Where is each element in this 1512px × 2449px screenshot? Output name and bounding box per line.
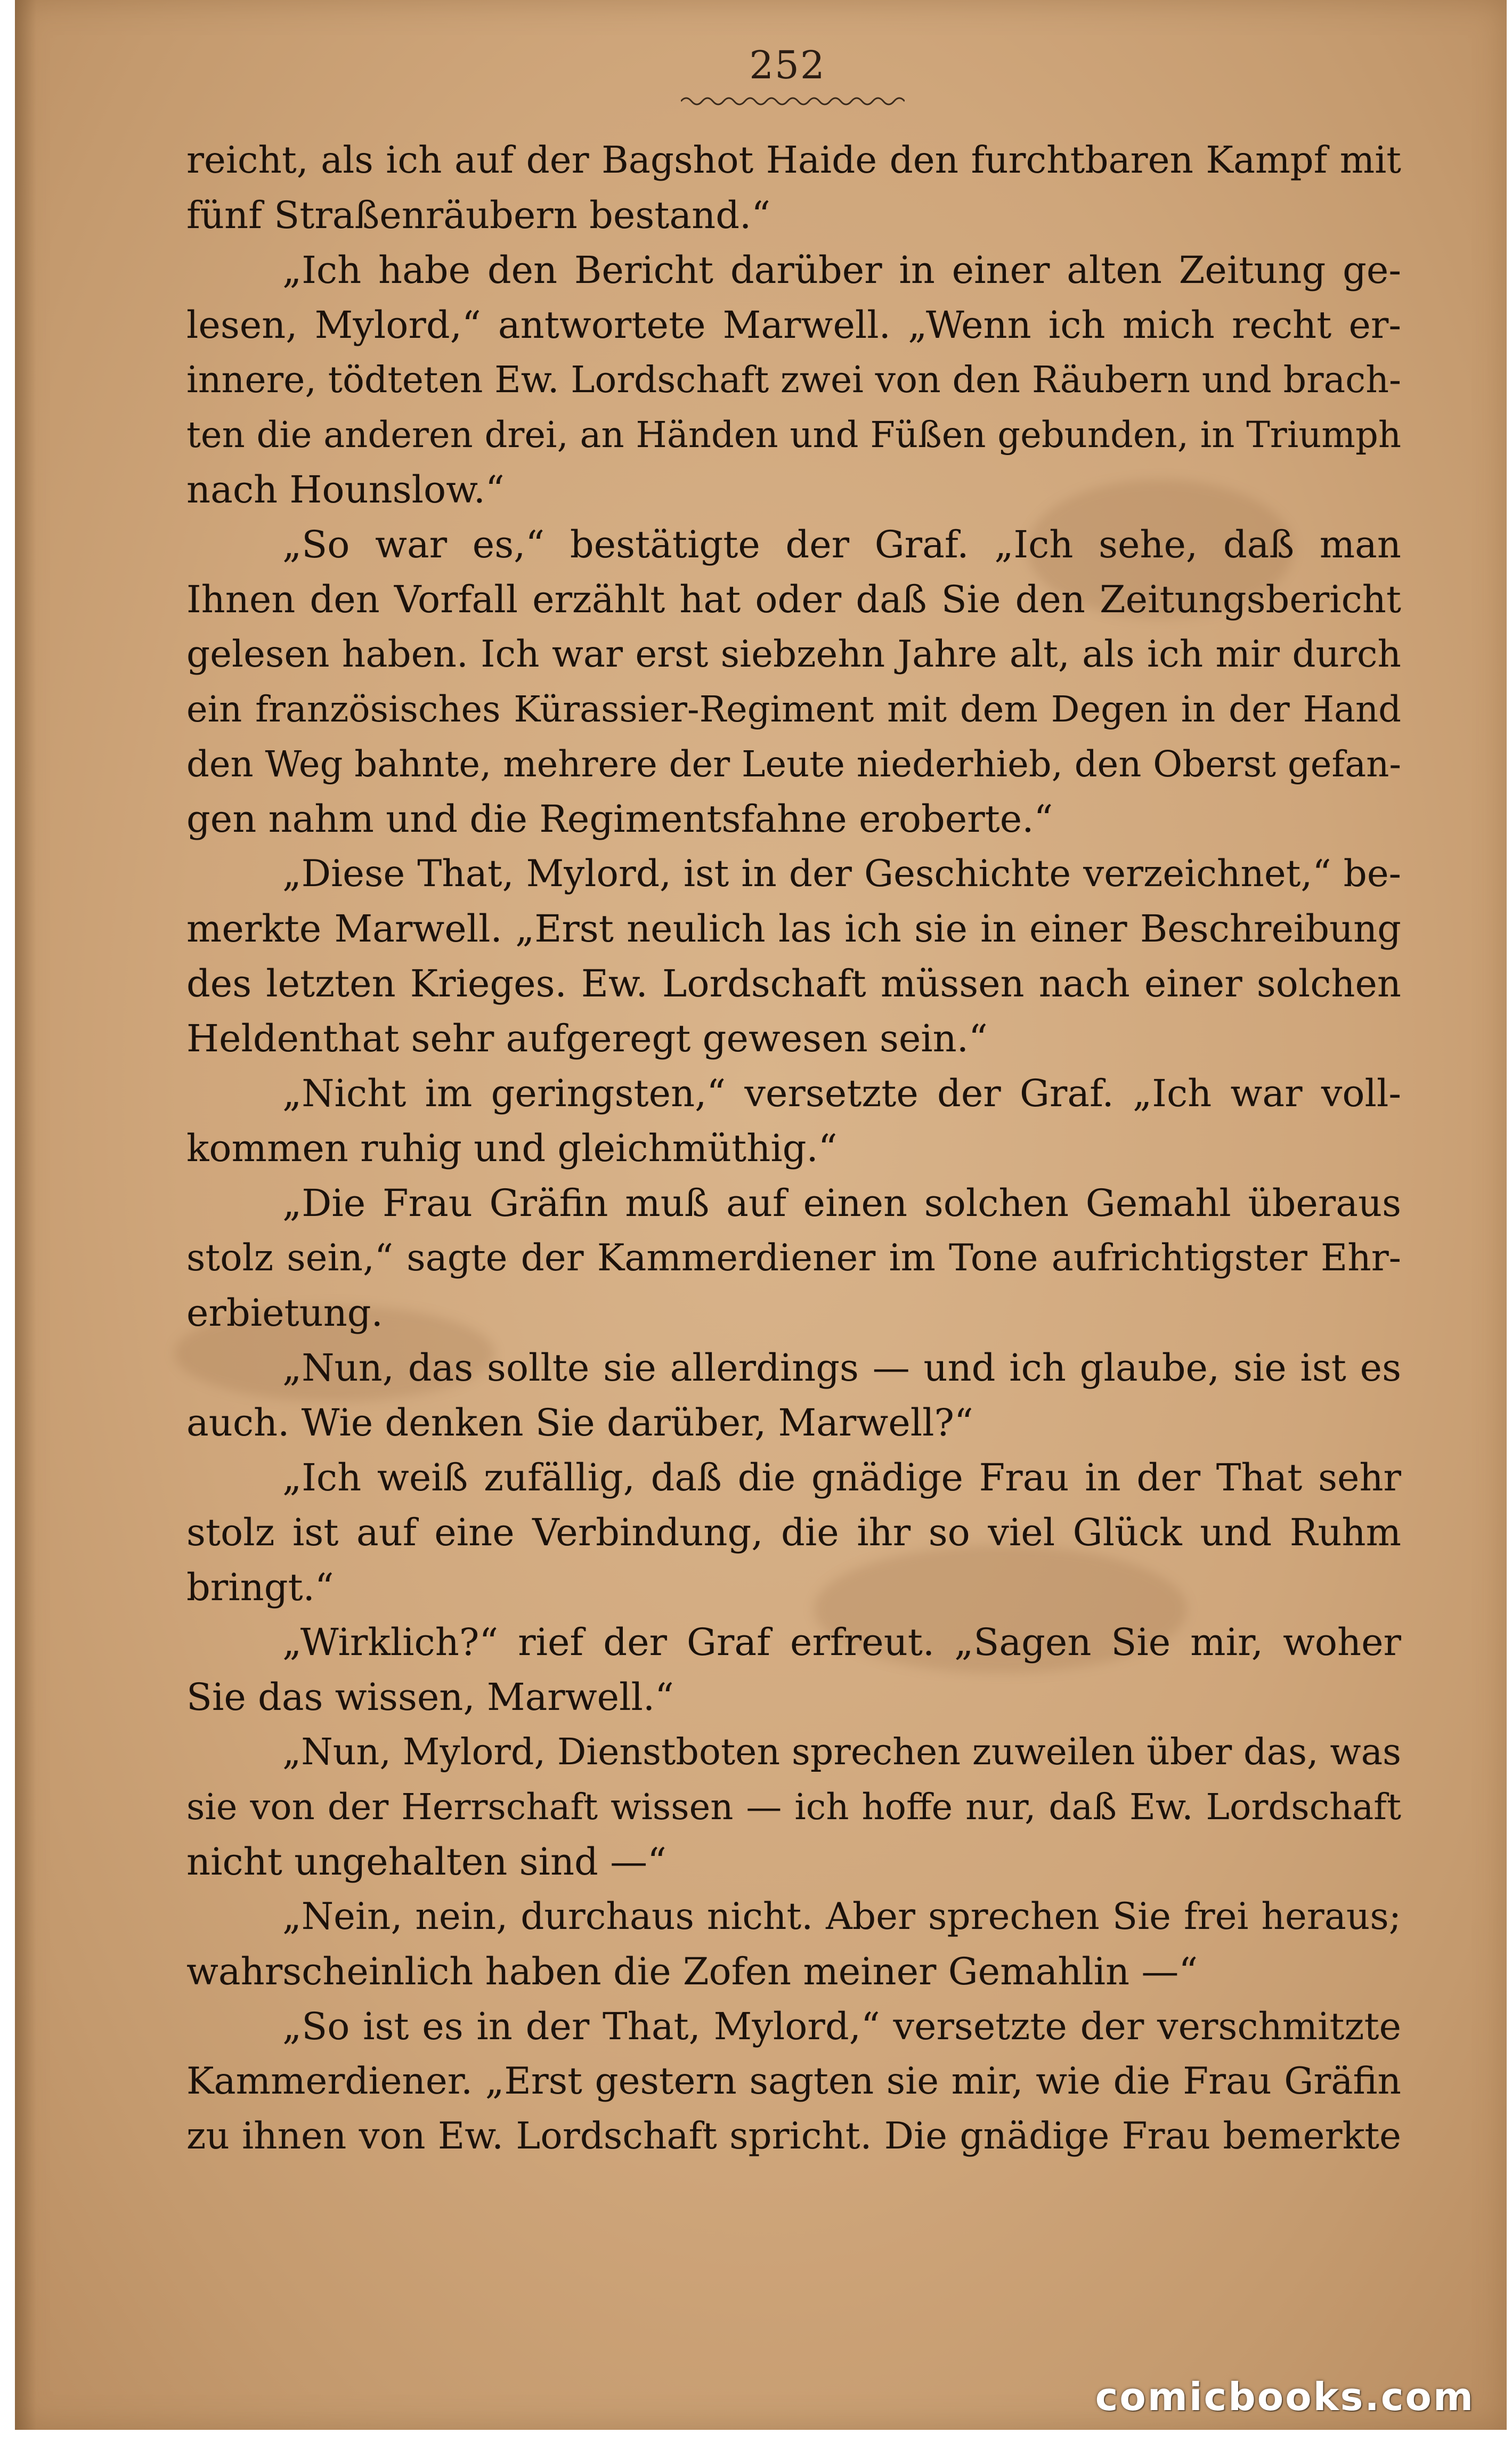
text-line: „So ist es in der That, Mylord,“ versetzte der verschmitzte bbox=[282, 2005, 1401, 2048]
text-line: des letzten Krieges. Ew. Lordschaft müssen nach einer solchen bbox=[186, 962, 1401, 1005]
text-line: innere, tödteten Ew. Lordschaft zwei von den Räubern und brach- bbox=[186, 359, 1401, 401]
text-line: gelesen haben. Ich war erst siebzehn Jahre alt, als ich mir durch bbox=[186, 633, 1401, 676]
watermark: comicbooks.com bbox=[1095, 2374, 1475, 2419]
text-line: fünf Straßenräubern bestand.“ bbox=[186, 193, 771, 237]
text-line: „Nun, das sollte sie allerdings — und ich glaube, sie ist es bbox=[282, 1346, 1401, 1390]
text-line: lesen, Mylord,“ antwortete Marwell. „Wenn ich mich recht er- bbox=[186, 303, 1401, 347]
text-line: „Nun, Mylord, Dienstboten sprechen zuweilen über das, was bbox=[282, 1731, 1401, 1773]
book-page bbox=[15, 0, 1507, 2430]
text-line: „Wirklich?“ rief der Graf erfreut. „Sagen Sie mir, woher bbox=[282, 1620, 1401, 1664]
text-line: ein französisches Kürassier-Regiment mit dem Degen in der Hand bbox=[186, 688, 1401, 730]
text-line: Heldenthat sehr aufgeregt gewesen sein.“ bbox=[186, 1017, 988, 1060]
text-line: ten die anderen drei, an Händen und Füßen gebunden, in Triumph bbox=[186, 414, 1401, 456]
text-line: „Nein, nein, durchaus nicht. Aber sprechen Sie frei heraus; bbox=[282, 1895, 1401, 1938]
text-line: „Die Frau Gräfin muß auf einen solchen Gemahl überaus bbox=[282, 1181, 1401, 1225]
text-line: bringt.“ bbox=[186, 1566, 334, 1609]
text-line: „Diese That, Mylord, ist in der Geschichte verzeichnet,“ be- bbox=[282, 853, 1401, 895]
text-line: wahrscheinlich haben die Zofen meiner Gemahlin —“ bbox=[186, 1950, 1198, 1993]
text-line: merkte Marwell. „Erst neulich las ich sie in einer Beschreibung bbox=[186, 907, 1401, 951]
text-line: auch. Wie denken Sie darüber, Marwell?“ bbox=[186, 1401, 973, 1445]
text-line: reicht, als ich auf der Bagshot Haide den furchtbaren Kampf mit bbox=[186, 139, 1401, 182]
text-line: Sie das wissen, Marwell.“ bbox=[186, 1675, 674, 1719]
text-line: kommen ruhig und gleichmüthig.“ bbox=[186, 1126, 838, 1170]
text-line: stolz sein,“ sagte der Kammerdiener im Tone aufrichtigster Ehr- bbox=[186, 1237, 1401, 1279]
text-line: erbietung. bbox=[186, 1291, 383, 1335]
text-line: „Nicht im geringsten,“ versetzte der Graf. „Ich war voll- bbox=[282, 1072, 1401, 1115]
text-line: „So war es,“ bestätigte der Graf. „Ich sehe, daß man bbox=[282, 523, 1401, 566]
page-number-ornament bbox=[681, 91, 905, 107]
text-line: stolz ist auf eine Verbindung, die ihr so viel Glück und Ruhm bbox=[186, 1511, 1401, 1554]
body-text bbox=[186, 133, 1401, 2164]
text-line: Kammerdiener. „Erst gestern sagten sie mir, wie die Frau Gräfin bbox=[186, 2060, 1401, 2103]
text-line: nach Hounslow.“ bbox=[186, 468, 505, 512]
text-line: „Ich habe den Bericht darüber in einer alten Zeitung ge- bbox=[282, 248, 1401, 292]
text-line: sie von der Herrschaft wissen — ich hoffe nur, daß Ew. Lordschaft bbox=[186, 1786, 1401, 1828]
text-line: Ihnen den Vorfall erzählt hat oder daß Sie den Zeitungsbericht bbox=[186, 578, 1401, 621]
text-line: nicht ungehalten sind —“ bbox=[186, 1840, 666, 1884]
text-line: gen nahm und die Regimentsfahne eroberte.“ bbox=[186, 797, 1053, 841]
page-number: 252 bbox=[749, 43, 826, 87]
text-line: „Ich weiß zufällig, daß die gnädige Frau in der That sehr bbox=[282, 1456, 1401, 1499]
text-line: den Weg bahnte, mehrere der Leute niederhieb, den Oberst gefan- bbox=[186, 743, 1401, 785]
text-line: zu ihnen von Ew. Lordschaft spricht. Die gnädige Frau bemerkte bbox=[186, 2115, 1401, 2158]
